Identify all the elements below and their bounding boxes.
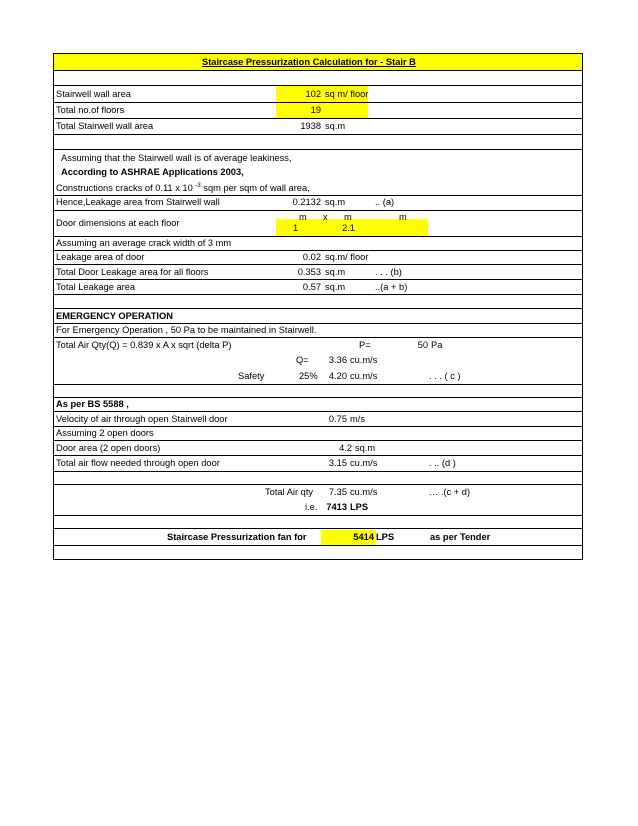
door-header-m1: m bbox=[299, 212, 307, 222]
leak-wall-note: .. (a) bbox=[375, 197, 395, 207]
open-doors-text: Assuming 2 open doors bbox=[56, 428, 154, 438]
leak-wall-label: Hence,Leakage area from Stairwell wall bbox=[56, 197, 220, 207]
wall-area-unit: sq m/ floor bbox=[325, 89, 369, 99]
title-row bbox=[54, 54, 582, 71]
total-leak-note: ..(a + b) bbox=[375, 282, 408, 292]
q-unit: cu.m/s bbox=[350, 355, 378, 365]
total-wall-value: 1938 bbox=[300, 121, 321, 131]
emergency-heading: EMERGENCY OPERATION bbox=[56, 311, 173, 321]
emergency-note: For Emergency Operation , 50 Pa to be maintained in Stairwell. bbox=[56, 325, 317, 335]
leak-door-row bbox=[54, 251, 582, 265]
leak-wall-value: 0.2132 bbox=[292, 197, 321, 207]
air-qty-label: Total Air Qty(Q) = 0.839 x A x sqrt (delta P) bbox=[56, 340, 232, 350]
floors-label: Total no.of floors bbox=[56, 105, 125, 115]
q-row bbox=[54, 354, 582, 368]
total-wall-row bbox=[54, 119, 582, 135]
door-area-unit: sq.m bbox=[355, 443, 376, 453]
cracks-text: Constructions cracks of 0.11 x 10 $^{-3}$ sqm per sqm of wall area, bbox=[56, 183, 310, 193]
emergency-note-row bbox=[54, 324, 582, 338]
door-header-m3: m bbox=[399, 212, 407, 222]
door-area-value: 4.2 bbox=[339, 443, 352, 453]
leak-door-unit: sq.m/ floor bbox=[325, 252, 369, 262]
floors-row bbox=[54, 103, 582, 119]
total-door-value: 0.353 bbox=[297, 267, 321, 277]
calculation-sheet bbox=[53, 53, 583, 560]
open-flow-unit: cu.m/s bbox=[350, 458, 378, 468]
door-height-value: 2.1 bbox=[342, 223, 355, 233]
ie-unit: LPS bbox=[350, 502, 369, 512]
total-leak-label: Total Leakage area bbox=[56, 282, 136, 292]
blank-row bbox=[54, 71, 582, 86]
blank-row bbox=[54, 385, 582, 398]
divider bbox=[54, 210, 582, 211]
open-flow-row bbox=[54, 456, 582, 472]
blank-row bbox=[54, 516, 582, 529]
open-doors-row bbox=[54, 427, 582, 441]
total-air-row bbox=[54, 485, 582, 501]
fan-unit: LPS bbox=[376, 532, 395, 542]
velocity-row bbox=[54, 412, 582, 427]
velocity-label: Velocity of air through open Stairwell door bbox=[56, 414, 228, 424]
total-door-note: . . . (b) bbox=[375, 267, 402, 277]
q-value: 3.36 bbox=[328, 355, 347, 365]
blank-row bbox=[54, 472, 582, 485]
safety-unit: cu.m/s bbox=[350, 371, 378, 381]
total-leak-unit: sq.m bbox=[325, 282, 346, 292]
air-qty-row bbox=[54, 338, 582, 354]
emergency-row bbox=[54, 309, 582, 324]
door-header-m2: m bbox=[344, 212, 352, 222]
velocity-value: 0.75 bbox=[328, 414, 347, 424]
open-flow-value: 3.15 bbox=[328, 458, 347, 468]
total-air-value: 7.35 bbox=[328, 487, 347, 497]
ie-label: i.e. bbox=[305, 502, 318, 512]
fan-row bbox=[54, 529, 582, 546]
safety-note: . . . ( c ) bbox=[429, 371, 461, 381]
total-door-row bbox=[54, 265, 582, 280]
ie-value: 7413 bbox=[326, 502, 347, 512]
assume-leakiness-text: Assuming that the Stairwell wall is of average leakiness, bbox=[61, 153, 292, 163]
wall-area-row bbox=[54, 86, 582, 103]
blank-row bbox=[54, 135, 582, 150]
total-leak-value: 0.57 bbox=[302, 282, 321, 292]
ashrae-row bbox=[54, 166, 582, 180]
leak-door-label: Leakage area of door bbox=[56, 252, 145, 262]
safety-value: 4.20 bbox=[328, 371, 347, 381]
door-width-value: 1 bbox=[293, 223, 299, 233]
safety-row bbox=[54, 368, 582, 385]
fan-note: as per Tender bbox=[430, 532, 491, 542]
door-area-label: Door area (2 open doors) bbox=[56, 443, 161, 453]
sheet-title: Staircase Pressurization Calculation for - Stair B bbox=[202, 57, 416, 67]
leak-wall-unit: sq.m bbox=[325, 197, 346, 207]
fan-label: Staircase Pressurization fan for bbox=[167, 532, 307, 542]
total-air-note: … .(c + d) bbox=[429, 487, 471, 497]
total-air-unit: cu.m/s bbox=[350, 487, 378, 497]
delta-p-unit: Pa bbox=[431, 340, 443, 350]
wall-area-value: 102 bbox=[305, 89, 321, 99]
door-dimensions-label: Door dimensions at each floor bbox=[56, 218, 180, 228]
crack-width-row bbox=[54, 237, 582, 251]
delta-p-value: 50 bbox=[417, 340, 428, 350]
assume-leakiness-row bbox=[54, 150, 582, 166]
bs-heading: As per BS 5588 , bbox=[56, 399, 129, 409]
floors-highlight bbox=[276, 103, 368, 118]
total-wall-label: Total Stairwell wall area bbox=[56, 121, 154, 131]
total-air-label: Total Air qty bbox=[265, 487, 314, 497]
door-area-row bbox=[54, 441, 582, 456]
blank-row bbox=[54, 295, 582, 309]
delta-p-label: P= bbox=[359, 340, 371, 350]
total-wall-unit: sq.m bbox=[325, 121, 346, 131]
crack-width-text: Assuming an average crack width of 3 mm bbox=[56, 238, 232, 248]
velocity-unit: m/s bbox=[350, 414, 365, 424]
door-dimensions-row bbox=[54, 196, 582, 237]
total-leak-row bbox=[54, 280, 582, 295]
q-label: Q= bbox=[296, 355, 309, 365]
cracks-row bbox=[54, 180, 582, 196]
wall-area-label: Stairwell wall area bbox=[56, 89, 131, 99]
bs-row bbox=[54, 398, 582, 412]
open-flow-note: . .. (d ) bbox=[429, 458, 456, 468]
floors-value: 19 bbox=[310, 105, 321, 115]
ie-row bbox=[54, 501, 582, 516]
fan-value: 5414 bbox=[353, 532, 374, 542]
safety-label: Safety bbox=[238, 371, 265, 381]
safety-pct: 25% bbox=[299, 371, 318, 381]
door-header-x: x bbox=[323, 212, 328, 222]
total-door-label: Total Door Leakage area for all floors bbox=[56, 267, 209, 277]
ashrae-text: According to ASHRAE Applications 2003, bbox=[61, 167, 244, 177]
leak-door-value: 0.02 bbox=[302, 252, 321, 262]
open-flow-label: Total air flow needed through open door bbox=[56, 458, 220, 468]
total-door-unit: sq.m bbox=[325, 267, 346, 277]
